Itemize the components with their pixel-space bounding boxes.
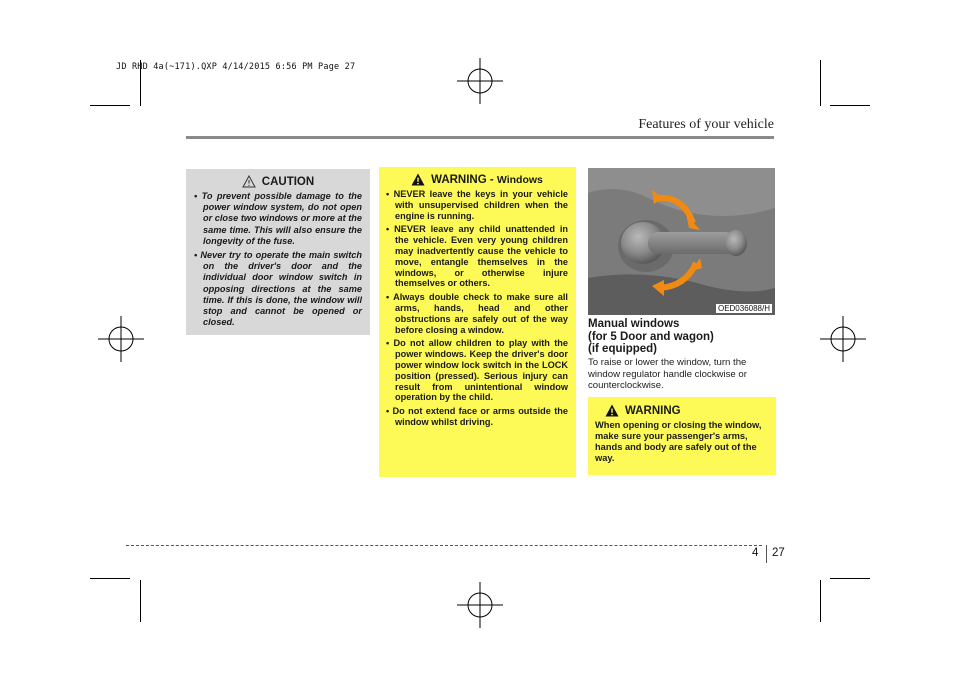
manual-windows-heading-line: Manual windows bbox=[588, 318, 680, 330]
caution-title: CAUTION bbox=[261, 175, 315, 188]
window-handle-illustration bbox=[588, 168, 775, 315]
registration-mark-left bbox=[96, 314, 146, 364]
caution-item: • Never try to operate the main switch on the driver's door and the individual door window switch in opposing directions at the same time. If this is done, the window will stop and cannot be opened or closed. bbox=[194, 250, 362, 328]
caution-triangle-icon bbox=[242, 175, 256, 188]
section-title: Features of your vehicle bbox=[638, 117, 774, 132]
footer-dashed-rule bbox=[126, 545, 762, 546]
warning-item: • Do not allow children to play with the power windows. Keep the driver's door power window lock switch in the LOCK position (pressed). Serious injury can result from unintentional window operation by the child. bbox=[386, 338, 568, 403]
warning-windows-title: WARNING - bbox=[431, 173, 497, 186]
warning-item: • Always double check to make sure all arms, hands, head and other obstructions are safely out of the way before closing a window. bbox=[386, 292, 568, 335]
manual-windows-heading-line: (if equipped) bbox=[588, 343, 657, 355]
caution-list bbox=[194, 191, 362, 328]
manual-windows-heading bbox=[588, 318, 714, 356]
warning-small-box bbox=[588, 397, 776, 475]
warning-item: • NEVER leave the keys in your vehicle with unsupervised children when the engine is running. bbox=[386, 189, 568, 221]
manual-windows-heading-line: (for 5 Door and wagon) bbox=[588, 330, 714, 343]
warning-windows-header bbox=[386, 173, 568, 186]
page-number-divider bbox=[766, 545, 767, 563]
registration-mark-right bbox=[818, 314, 868, 364]
photo-caption: OED036088/H bbox=[717, 304, 770, 313]
manual-windows-body: To raise or lower the window, turn the window regulator handle clockwise or counterclockwise. bbox=[588, 357, 747, 391]
warning-item: • NEVER leave any child unattended in the vehicle. Even very young children may inadvertently cause the vehicle to move, entangle themselves in the windows, or otherwise injure themselves or others. bbox=[386, 224, 568, 289]
window-handle-photo bbox=[588, 168, 775, 315]
warning-windows-list bbox=[386, 189, 568, 428]
page-number: 27 bbox=[772, 547, 785, 559]
title-rule bbox=[186, 136, 774, 139]
warning-windows-subtitle: Windows bbox=[496, 173, 543, 186]
warning-triangle-icon bbox=[411, 173, 425, 186]
caution-box bbox=[186, 169, 370, 335]
caution-item: • To prevent possible damage to the power window system, do not open or close two windows or more at the same time. This will also ensure the longevity of the fuse. bbox=[194, 191, 362, 246]
warning-windows-box bbox=[379, 167, 576, 477]
warning-small-title: WARNING bbox=[625, 404, 681, 417]
warning-small-header bbox=[595, 404, 769, 417]
caution-header bbox=[194, 175, 362, 188]
warning-triangle-icon bbox=[605, 404, 619, 417]
print-slug: JD RHD 4a(~171).QXP 4/14/2015 6:56 PM Page 27 bbox=[116, 62, 356, 72]
registration-mark-top bbox=[455, 56, 505, 106]
registration-mark-bottom bbox=[455, 580, 505, 630]
chapter-number: 4 bbox=[752, 547, 759, 559]
warning-item: • Do not extend face or arms outside the window whilst driving. bbox=[386, 406, 568, 427]
warning-small-text: When opening or closing the window, make sure your passenger's arms, hands and body are safely out of the way. bbox=[595, 420, 762, 463]
